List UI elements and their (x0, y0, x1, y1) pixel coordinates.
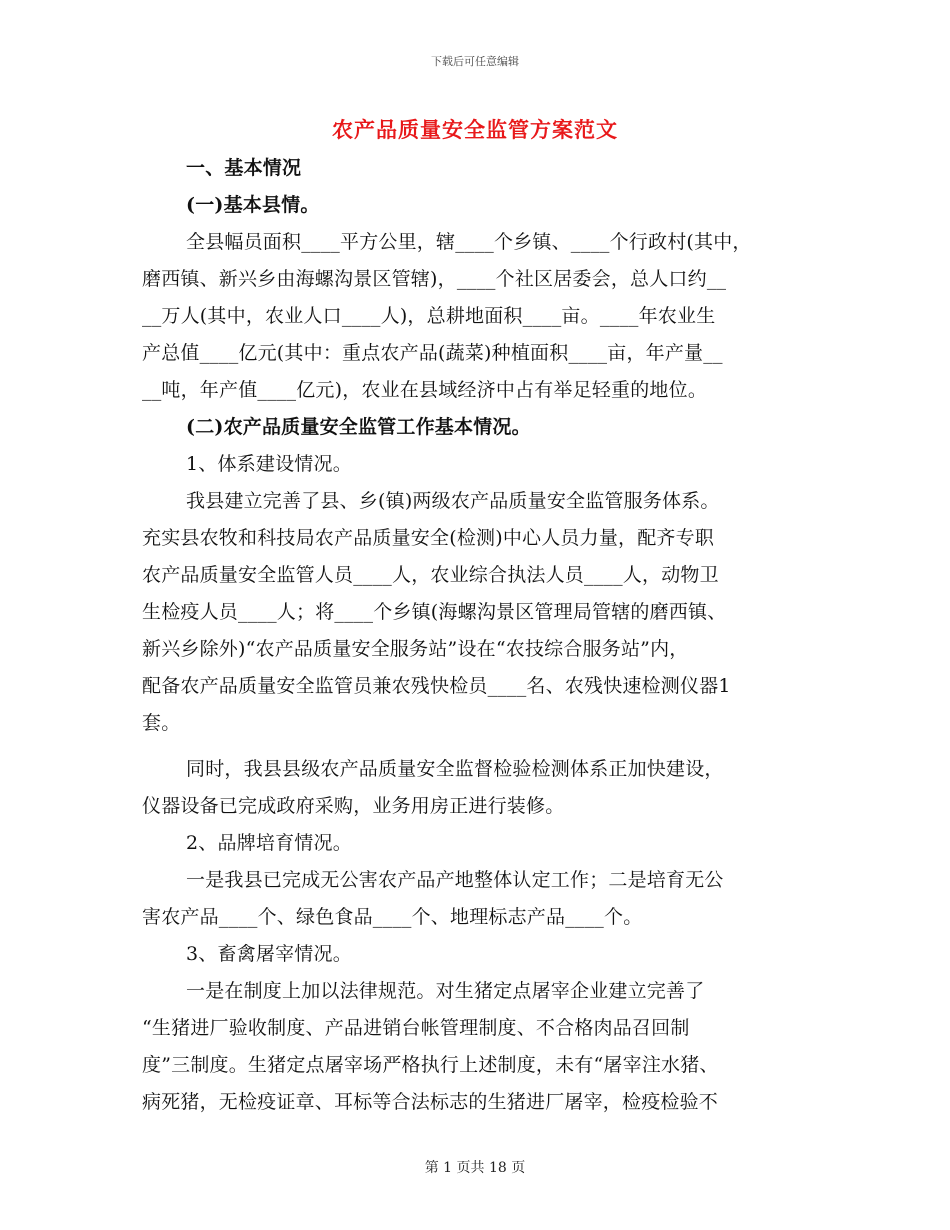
paragraph-gap (142, 742, 802, 751)
paragraph-line: 套。 (142, 712, 181, 734)
paragraph-line: 充实县农牧和科技局农产品质量安全(检测)中心人员力量，配齐专职 (142, 527, 715, 549)
page-number: 第 1 页共 18 页 (424, 1160, 526, 1176)
paragraph-line: 仪器设备已完成政府采购，业务用房正进行装修。 (142, 795, 565, 817)
paragraph-line: 配备农产品质量安全监管员兼农残快检员____名、农残快速检测仪器1 (142, 675, 731, 697)
paragraph-line: 度”三制度。生猪定点屠宰场严格执行上述制度，未有“屠宰注水猪、 (142, 1054, 719, 1076)
item-heading: 2、品牌培育情况。 (186, 832, 352, 854)
subsection-heading: (一)基本县情。 (186, 194, 320, 216)
paragraph-line: __吨，年产值____亿元)，农业在县域经济中占有举足轻重的地位。 (142, 379, 708, 401)
document-body (142, 150, 802, 1121)
paragraph-line: 病死猪，无检疫证章、耳标等合法标志的生猪进厂屠宰，检疫检验不 (142, 1091, 719, 1113)
paragraph-line: “生猪进厂验收制度、产品进销台帐管理制度、不合格肉品召回制 (142, 1017, 690, 1039)
item-heading: 1、体系建设情况。 (186, 453, 352, 475)
document-title: 农产品质量安全监管方案范文 (332, 117, 618, 142)
paragraph-line: 磨西镇、新兴乡由海螺沟景区管辖)，____个社区居委会，总人口约__ (142, 268, 727, 290)
paragraph-line: 一是在制度上加以法律规范。对生猪定点屠宰企业建立完善了 (186, 980, 705, 1002)
item-heading: 3、畜禽屠宰情况。 (186, 943, 352, 965)
paragraph-line: 害农产品____个、绿色食品____个、地理标志产品____个。 (142, 906, 643, 928)
paragraph-line: 生检疫人员____人；将____个乡镇(海螺沟景区管理局管辖的磨西镇、 (142, 601, 727, 623)
paragraph-line: 全县幅员面积____平方公里，辖____个乡镇、____个行政村(其中， (186, 231, 752, 253)
section-heading: 一、基本情况 (186, 157, 302, 179)
paragraph-line: __万人(其中，农业人口____人)，总耕地面积____亩。____年农业生 (142, 305, 716, 327)
paragraph-line: 新兴乡除外)“农产品质量安全服务站”设在“农技综合服务站”内， (142, 638, 689, 660)
paragraph-line: 农产品质量安全监管人员____人，农业综合执法人员____人，动物卫 (142, 564, 719, 586)
paragraph-line: 一是我县已完成无公害农产品产地整体认定工作；二是培育无公 (186, 869, 724, 891)
subsection-heading: (二)农产品质量安全监管工作基本情况。 (186, 416, 531, 438)
header-note: 下载后可任意编辑 (431, 55, 519, 68)
paragraph-line: 产总值____亿元(其中：重点农产品(蔬菜)种植面积____亩，年产量__ (142, 342, 723, 364)
paragraph-line: 我县建立完善了县、乡(镇)两级农产品质量安全监管服务体系。 (186, 490, 720, 512)
paragraph-line: 同时，我县县级农产品质量安全监督检验检测体系正加快建设， (186, 758, 724, 780)
